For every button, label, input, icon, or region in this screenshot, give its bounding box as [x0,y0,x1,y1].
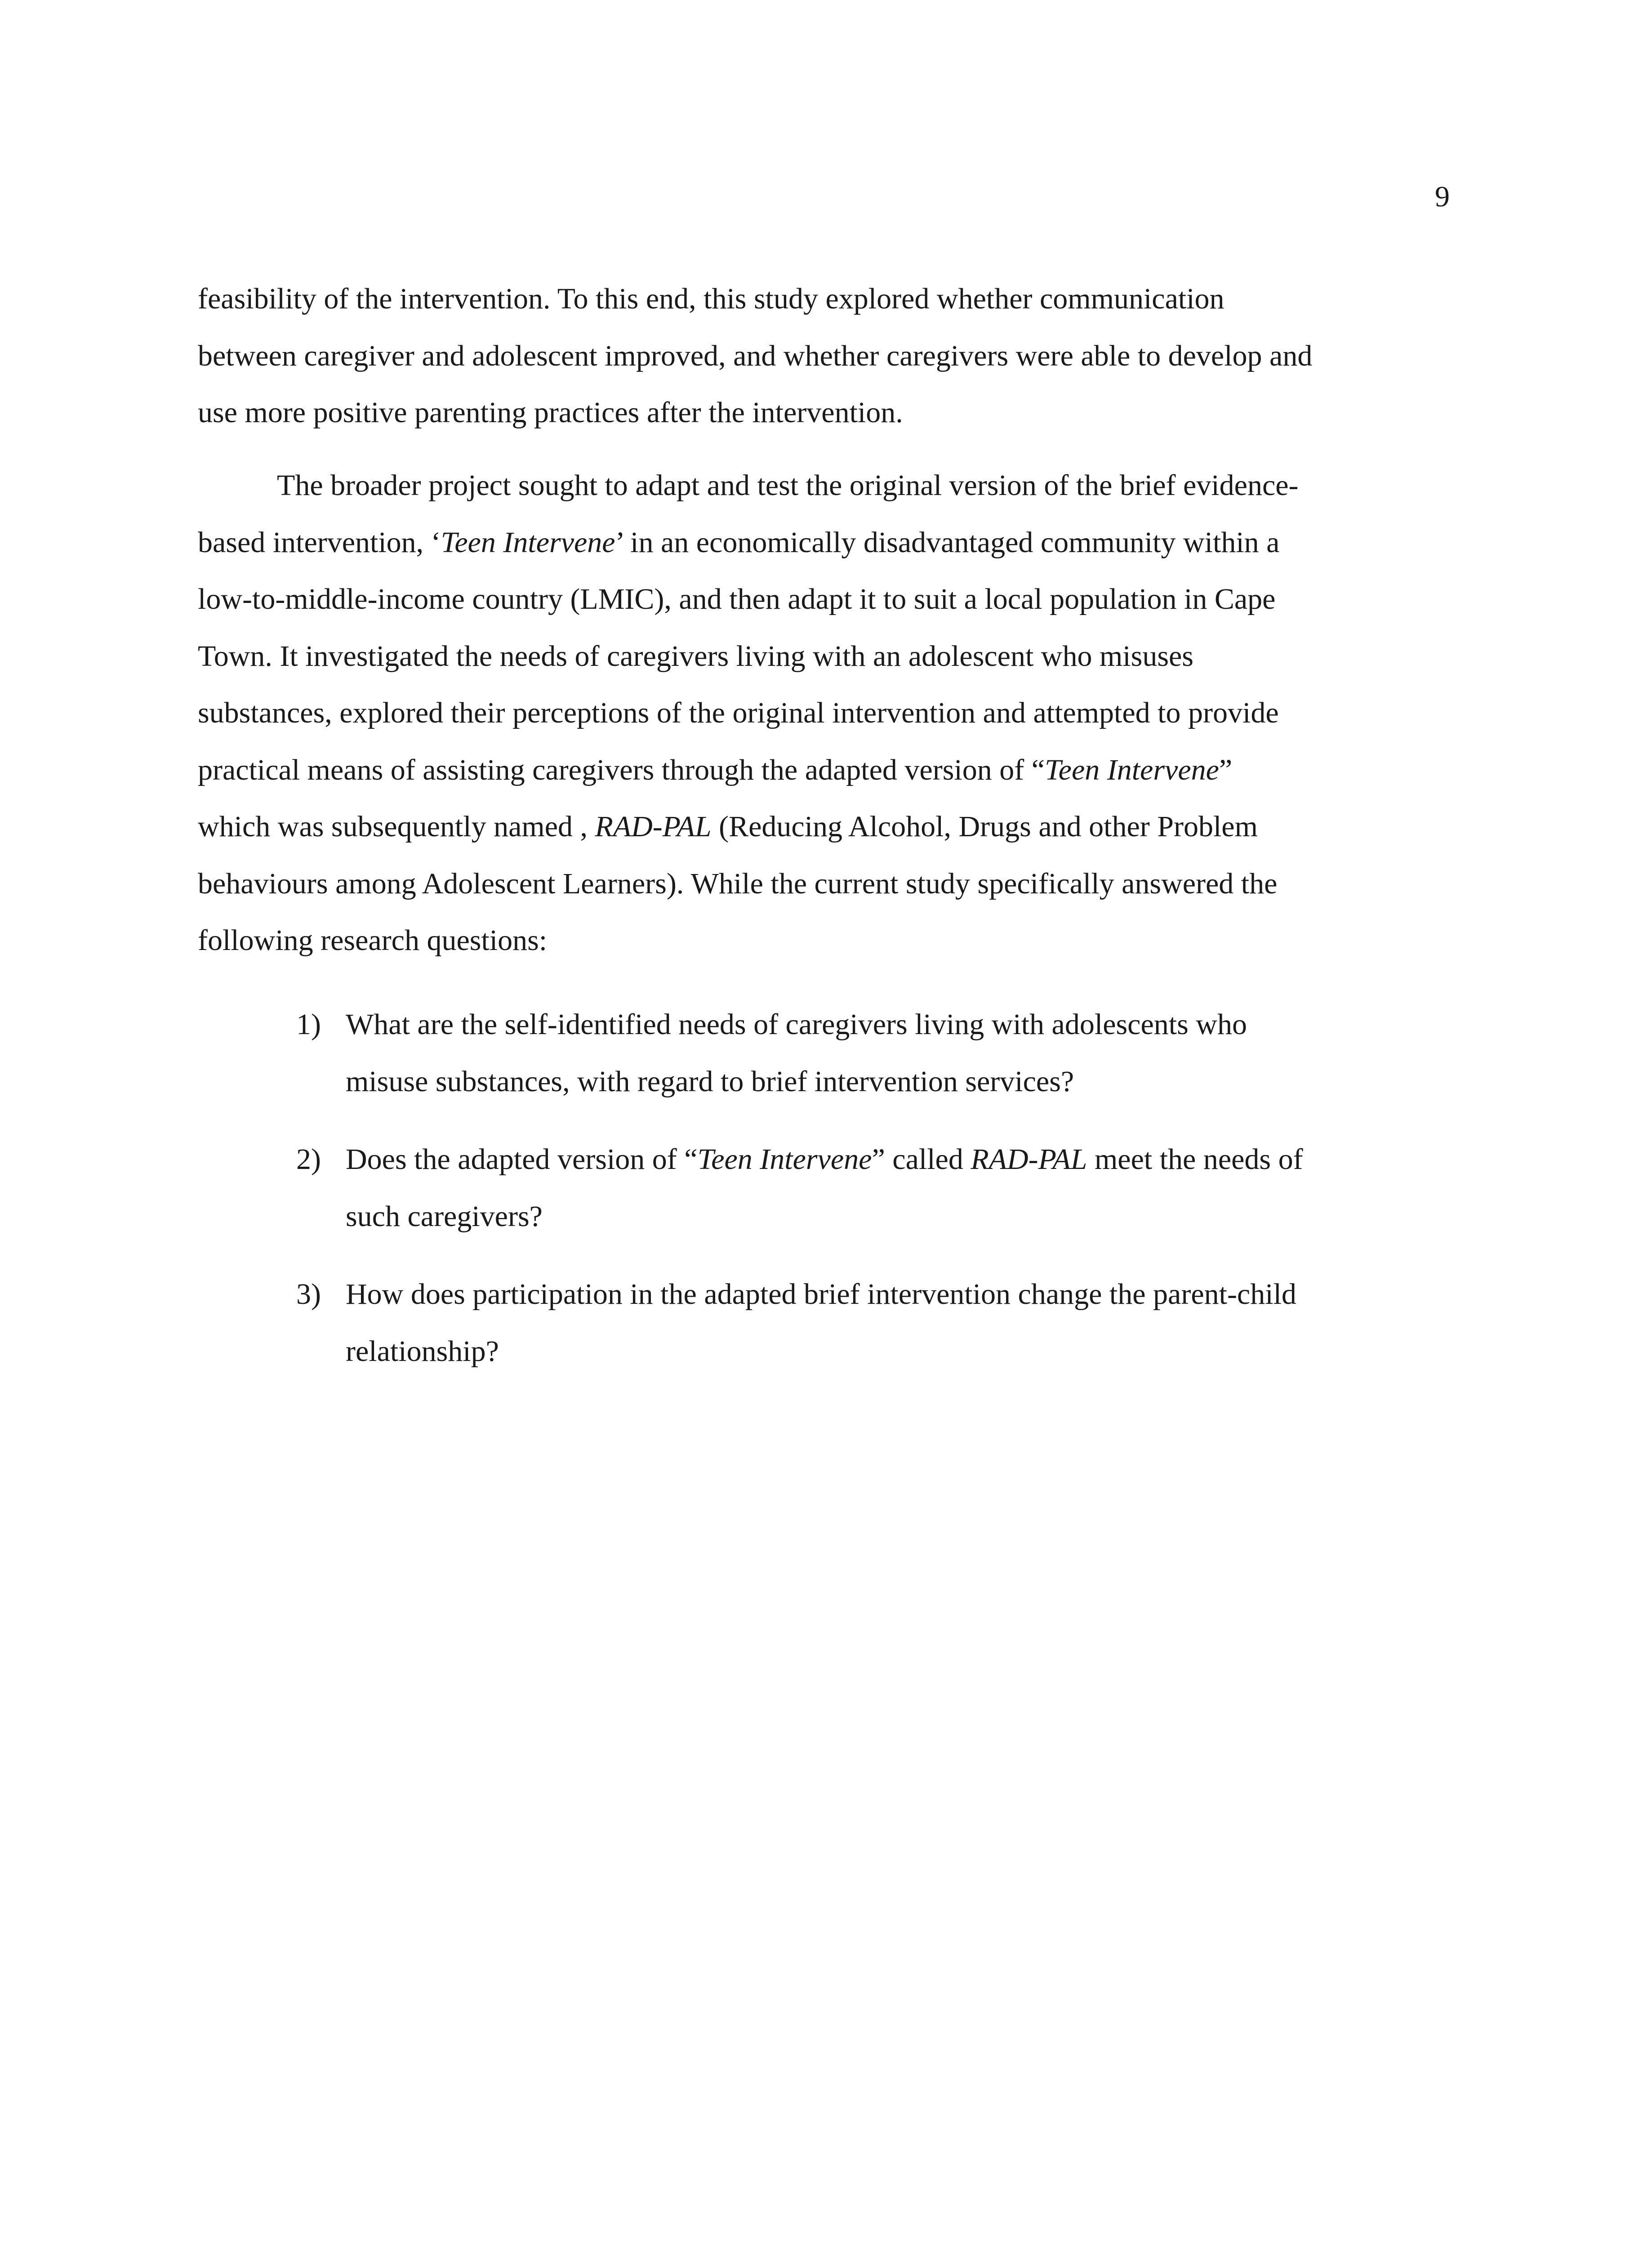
page-number: 9 [1435,180,1450,213]
paragraph-line: use more positive parenting practices after the intervention. [198,396,903,429]
text-run: ” called [872,1143,971,1176]
text-run: which was subsequently named , [198,810,595,843]
paragraph-line: Town. It investigated the needs of caregivers living with an adolescent who misuses [198,639,1193,673]
list-item [296,1131,1465,1245]
list-item [296,996,1465,1110]
paragraph-line: low-to-middle-income country (LMIC), and then adapt it to suit a local population in Cape [198,583,1276,616]
text-run: based intervention, ‘ [198,526,441,559]
list-number: 1) [296,1008,321,1041]
paragraph-line: following research questions: [198,924,548,957]
text-run: practical means of assisting caregivers through the adapted version of “ [198,753,1045,786]
text-run: (Reducing Alcohol, Drugs and other Problem [711,810,1258,843]
text-run: Does the adapted version of “ [346,1143,698,1176]
program-name: RAD-PAL [595,810,712,843]
paragraph-line: The broader project sought to adapt and test the original version of the brief evidence- [277,469,1299,502]
text-run: meet the needs of [1087,1143,1303,1176]
paragraph-line [198,514,1450,571]
intervention-title: Teen Intervene [1045,753,1219,786]
list-item [296,1266,1465,1380]
list-number: 3) [296,1278,321,1311]
list-line [346,1131,1465,1188]
list-line: such caregivers? [346,1200,543,1233]
program-name: RAD-PAL [971,1143,1087,1176]
paragraph-line: substances, explored their perceptions of the original intervention and attempted to provide [198,696,1279,729]
intervention-title: Teen Intervene [441,526,615,559]
intervention-title: Teen Intervene [697,1143,872,1176]
paragraph-1 [198,271,1450,442]
paragraph-line: feasibility of the intervention. To this end, this study explored whether communication [198,282,1225,315]
paragraph-line [198,742,1450,799]
list-line: How does participation in the adapted brief intervention change the parent-child [346,1278,1296,1311]
paragraph-2 [198,457,1450,969]
paragraph-line [198,798,1450,856]
list-line: relationship? [346,1334,499,1368]
text-run: ’ in an economically disadvantaged community within a [615,526,1280,559]
paragraph-line: between caregiver and adolescent improved, and whether caregivers were able to develop and [198,339,1313,372]
list-number: 2) [296,1143,321,1176]
list-line: misuse substances, with regard to brief intervention services? [346,1065,1074,1098]
list-line: What are the self-identified needs of caregivers living with adolescents who [346,1008,1247,1041]
research-questions-list [296,996,1465,1401]
text-run: ” [1219,753,1233,786]
paragraph-line: behaviours among Adolescent Learners). While the current study specifically answered the [198,867,1278,900]
